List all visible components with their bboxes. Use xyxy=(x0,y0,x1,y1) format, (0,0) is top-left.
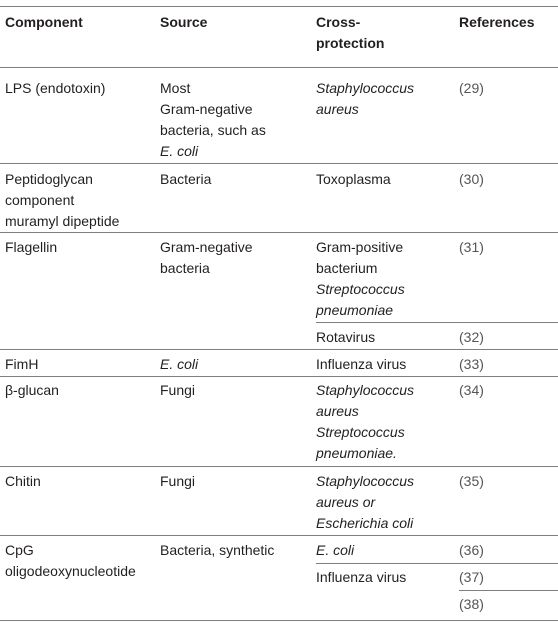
row-lps-cross-1: Staphylococcus xyxy=(316,80,415,96)
row-beta-glucan-cross-1: Staphylococcus xyxy=(316,382,415,398)
row-cpg-component-1: CpG xyxy=(5,542,34,558)
row-peptidoglycan-source: Bacteria xyxy=(160,171,212,187)
row-flagellin-cross-1: Gram-positive xyxy=(316,239,404,255)
row-beta-glucan-component: β-glucan xyxy=(5,382,59,398)
row-cpg-cross-2: Influenza virus xyxy=(316,569,407,585)
row-beta-glucan-cross-3: Streptococcus xyxy=(316,424,405,440)
header-cross-protection-line2: protection xyxy=(316,35,385,51)
row-divider xyxy=(0,163,558,164)
row-divider xyxy=(0,376,558,377)
subrow-divider xyxy=(316,322,558,323)
row-flagellin-source-2: bacteria xyxy=(160,260,210,276)
row-fimh-ref: (33) xyxy=(459,356,484,372)
row-flagellin-cross-4: pneumoniae xyxy=(316,302,394,318)
row-cpg-ref-2: (37) xyxy=(459,569,484,585)
row-flagellin-cross-3: Streptococcus xyxy=(316,281,405,297)
row-lps-ref: (29) xyxy=(459,80,484,96)
table-top-rule xyxy=(0,6,558,7)
row-peptidoglycan-component-3: muramyl dipeptide xyxy=(5,213,120,229)
subrow-divider xyxy=(459,590,558,591)
header-source: Source xyxy=(160,14,208,30)
row-peptidoglycan-component-1: Peptidoglycan xyxy=(5,171,93,187)
header-component: Component xyxy=(5,14,83,30)
row-divider xyxy=(0,232,558,233)
row-lps-source-2: Gram-negative xyxy=(160,101,253,117)
table-bottom-rule xyxy=(0,620,558,621)
row-cpg-component-2: oligodeoxynucleotide xyxy=(5,563,136,579)
row-lps-source-3: bacteria, such as xyxy=(160,122,266,138)
header-cross-protection-line1: Cross- xyxy=(316,14,361,30)
row-beta-glucan-source: Fungi xyxy=(160,382,196,398)
row-cpg-ref-1: (36) xyxy=(459,542,484,558)
row-lps-cross-2: aureus xyxy=(316,101,359,117)
header-rule xyxy=(0,67,558,68)
row-beta-glucan-cross-2: aureus xyxy=(316,403,359,419)
row-chitin-source: Fungi xyxy=(160,473,196,489)
row-peptidoglycan-component-2: component xyxy=(5,192,75,208)
row-cpg-cross-1: E. coli xyxy=(316,542,355,558)
header-references: References xyxy=(459,14,535,30)
row-flagellin-source-1: Gram-negative xyxy=(160,239,253,255)
row-lps-source-4: E. coli xyxy=(160,143,199,159)
row-chitin-component: Chitin xyxy=(5,473,41,489)
row-divider xyxy=(0,466,558,467)
row-beta-glucan-ref: (34) xyxy=(459,382,484,398)
row-cpg-ref-3: (38) xyxy=(459,596,484,612)
row-flagellin-ref-1: (31) xyxy=(459,239,484,255)
row-flagellin-component: Flagellin xyxy=(5,239,58,255)
row-lps-source-1: Most xyxy=(160,80,191,96)
row-chitin-cross-2: aureus or xyxy=(316,494,376,510)
row-chitin-cross-3: Escherichia coli xyxy=(316,515,414,531)
row-peptidoglycan-cross: Toxoplasma xyxy=(316,171,391,187)
row-fimh-component: FimH xyxy=(5,356,39,372)
row-cpg-source: Bacteria, synthetic xyxy=(160,542,275,558)
row-fimh-cross: Influenza virus xyxy=(316,356,407,372)
subrow-divider xyxy=(316,563,558,564)
row-lps-component: LPS (endotoxin) xyxy=(5,80,106,96)
row-chitin-cross-1: Staphylococcus xyxy=(316,473,415,489)
row-beta-glucan-cross-4: pneumoniae. xyxy=(316,445,397,461)
row-chitin-ref: (35) xyxy=(459,473,484,489)
row-flagellin-cross-5: Rotavirus xyxy=(316,329,376,345)
row-flagellin-cross-2: bacterium xyxy=(316,260,378,276)
row-flagellin-ref-2: (32) xyxy=(459,329,484,345)
row-peptidoglycan-ref: (30) xyxy=(459,171,484,187)
row-divider xyxy=(0,349,558,350)
row-fimh-source: E. coli xyxy=(160,356,199,372)
row-divider xyxy=(0,535,558,536)
